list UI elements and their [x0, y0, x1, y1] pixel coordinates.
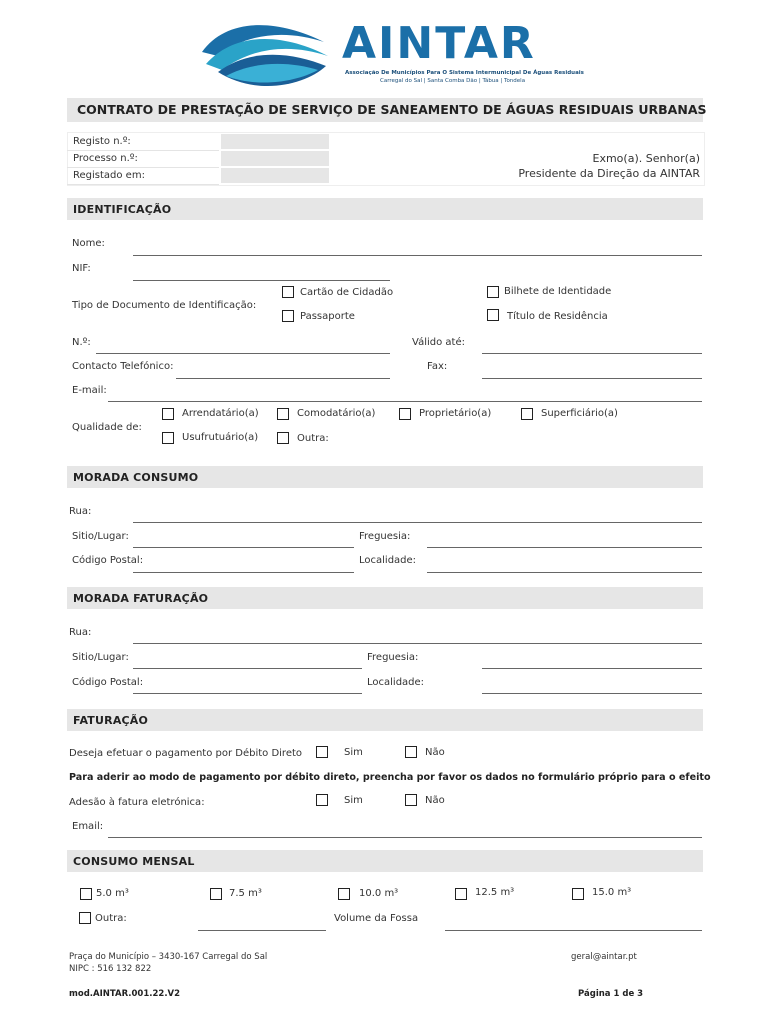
faturacao-rua-label: Rua: — [69, 627, 92, 638]
footer-nipc: NIPC : 516 132 822 — [69, 964, 152, 974]
nome-field[interactable] — [133, 255, 702, 256]
debito-nao-label: Não — [425, 747, 445, 758]
fax-label: Fax: — [427, 361, 448, 372]
faturacao-codigo-postal-label: Código Postal: — [72, 677, 144, 688]
debito-note: Para aderir ao modo de pagamento por débito direto, preencha por favor os dados no formulário próprio para o efeito — [69, 772, 711, 783]
outra-qualidade-checkbox[interactable] — [277, 432, 289, 444]
processo-field[interactable] — [221, 151, 329, 166]
faturacao-localidade-label: Localidade: — [367, 677, 425, 688]
nif-field[interactable] — [133, 280, 390, 281]
arrendatario-label: Arrendatário(a) — [182, 408, 259, 419]
fax-field[interactable] — [482, 378, 702, 379]
consumo-rua-label: Rua: — [69, 506, 92, 517]
section-faturacao: FATURAÇÃO — [67, 709, 703, 731]
adesao-sim-checkbox[interactable] — [316, 794, 328, 806]
faturacao-email-label: Email: — [72, 821, 104, 832]
comodatario-checkbox[interactable] — [277, 408, 289, 420]
volume-fossa-field[interactable] — [445, 930, 702, 931]
logo-subtitle: Associação De Municípios Para O Sistema Intermunicipal De Águas Residuais — [345, 70, 584, 76]
usufrutuario-label: Usufrutuário(a) — [182, 432, 259, 443]
adesao-nao-label: Não — [425, 795, 445, 806]
registry-row-registado: Registado em: — [67, 168, 219, 185]
consumo-outra-label: Outra: — [95, 913, 127, 924]
cartao-cidadao-label: Cartão de Cidadão — [300, 287, 394, 298]
usufrutuario-checkbox[interactable] — [162, 432, 174, 444]
consumo-15-checkbox[interactable] — [572, 888, 584, 900]
addressee-line-2: Presidente da Direção da AINTAR — [518, 167, 700, 180]
faturacao-email-field[interactable] — [108, 837, 702, 838]
consumo-5-label: 5.0 m³ — [96, 888, 129, 899]
consumo-7-5-label: 7.5 m³ — [229, 888, 262, 899]
footer-address: Praça do Município – 3430-167 Carregal do Sal — [69, 952, 268, 962]
consumo-rua-field[interactable] — [133, 522, 702, 523]
section-morada-consumo: MORADA CONSUMO — [67, 466, 703, 488]
debito-sim-label: Sim — [344, 747, 363, 758]
consumo-localidade-label: Localidade: — [359, 555, 417, 566]
telefone-field[interactable] — [176, 378, 390, 379]
title-bar — [67, 98, 707, 122]
adesao-label: Adesão à fatura eletrónica: — [69, 797, 205, 808]
faturacao-codigo-postal-field[interactable] — [133, 693, 362, 694]
aintar-wave-icon — [196, 16, 336, 96]
logo-municipalities: Carregal do Sal | Santa Comba Dão | Tábua | Tondela — [380, 78, 526, 84]
superficiario-label: Superficiário(a) — [541, 408, 618, 419]
adesao-nao-checkbox[interactable] — [405, 794, 417, 806]
consumo-sitio-field[interactable] — [133, 547, 354, 548]
faturacao-freguesia-label: Freguesia: — [367, 652, 419, 663]
valido-field[interactable] — [482, 353, 702, 354]
faturacao-rua-field[interactable] — [133, 643, 702, 644]
proprietario-label: Proprietário(a) — [419, 408, 492, 419]
faturacao-localidade-field[interactable] — [482, 693, 702, 694]
titulo-residencia-label: Título de Residência — [507, 311, 608, 322]
bilhete-identidade-checkbox[interactable] — [487, 286, 499, 298]
proprietario-checkbox[interactable] — [399, 408, 411, 420]
page-number: Página 1 de 3 — [578, 989, 644, 999]
consumo-7-5-checkbox[interactable] — [210, 888, 222, 900]
qualidade-label: Qualidade de: — [72, 422, 142, 433]
consumo-codigo-postal-field[interactable] — [133, 572, 354, 573]
telefone-label: Contacto Telefónico: — [72, 361, 174, 372]
superficiario-checkbox[interactable] — [521, 408, 533, 420]
volume-fossa-label: Volume da Fossa — [334, 913, 419, 924]
consumo-12-5-label: 12.5 m³ — [475, 887, 515, 898]
faturacao-sitio-label: Sitio/Lugar: — [72, 652, 129, 663]
registry-row-registo: Registo n.º: — [67, 134, 219, 151]
section-identificacao: IDENTIFICAÇÃO — [67, 198, 703, 220]
bilhete-identidade-label: Bilhete de Identidade — [504, 286, 612, 297]
passaporte-checkbox[interactable] — [282, 310, 294, 322]
faturacao-freguesia-field[interactable] — [482, 668, 702, 669]
tipo-doc-label: Tipo de Documento de Identificação: — [72, 300, 257, 311]
nif-label: NIF: — [72, 263, 91, 274]
adesao-sim-label: Sim — [344, 795, 363, 806]
consumo-sitio-label: Sitio/Lugar: — [72, 531, 129, 542]
consumo-10-label: 10.0 m³ — [359, 888, 399, 899]
consumo-freguesia-field[interactable] — [427, 547, 702, 548]
numero-label: N.º: — [72, 337, 91, 348]
section-morada-faturacao: MORADA FATURAÇÃO — [67, 587, 703, 609]
consumo-5-checkbox[interactable] — [80, 888, 92, 900]
debito-direto-label: Deseja efetuar o pagamento por Débito Direto — [69, 748, 303, 759]
debito-nao-checkbox[interactable] — [405, 746, 417, 758]
outra-qualidade-label: Outra: — [297, 433, 329, 444]
logo-name: AINTAR — [342, 18, 536, 69]
titulo-residencia-checkbox[interactable] — [487, 309, 499, 321]
consumo-codigo-postal-label: Código Postal: — [72, 555, 144, 566]
consumo-localidade-field[interactable] — [427, 572, 702, 573]
registry-row-processo: Processo n.º: — [67, 151, 219, 168]
cartao-cidadao-checkbox[interactable] — [282, 286, 294, 298]
valido-label: Válido até: — [412, 337, 465, 348]
email-label: E-mail: — [72, 385, 107, 396]
form-code: mod.AINTAR.001.22.V2 — [69, 989, 181, 999]
footer-email[interactable]: geral@aintar.pt — [571, 952, 637, 962]
debito-sim-checkbox[interactable] — [316, 746, 328, 758]
consumo-10-checkbox[interactable] — [338, 888, 350, 900]
nome-label: Nome: — [72, 238, 105, 249]
comodatario-label: Comodatário(a) — [297, 408, 376, 419]
consumo-freguesia-label: Freguesia: — [359, 531, 411, 542]
consumo-15-label: 15.0 m³ — [592, 887, 632, 898]
section-consumo-mensal: CONSUMO MENSAL — [67, 850, 703, 872]
email-field[interactable] — [108, 401, 702, 402]
consumo-outra-field[interactable] — [198, 930, 326, 931]
consumo-outra-checkbox[interactable] — [79, 912, 91, 924]
arrendatario-checkbox[interactable] — [162, 408, 174, 420]
consumo-12-5-checkbox[interactable] — [455, 888, 467, 900]
passaporte-label: Passaporte — [300, 311, 355, 322]
registado-field[interactable] — [221, 168, 329, 183]
numero-field[interactable] — [96, 353, 390, 354]
registo-field[interactable] — [221, 134, 329, 149]
addressee-line-1: Exmo(a). Senhor(a) — [592, 152, 700, 165]
faturacao-sitio-field[interactable] — [133, 668, 362, 669]
page-title: CONTRATO DE PRESTAÇÃO DE SERVIÇO DE SANEAMENTO DE ÁGUAS RESIDUAIS URBANAS — [77, 102, 707, 117]
